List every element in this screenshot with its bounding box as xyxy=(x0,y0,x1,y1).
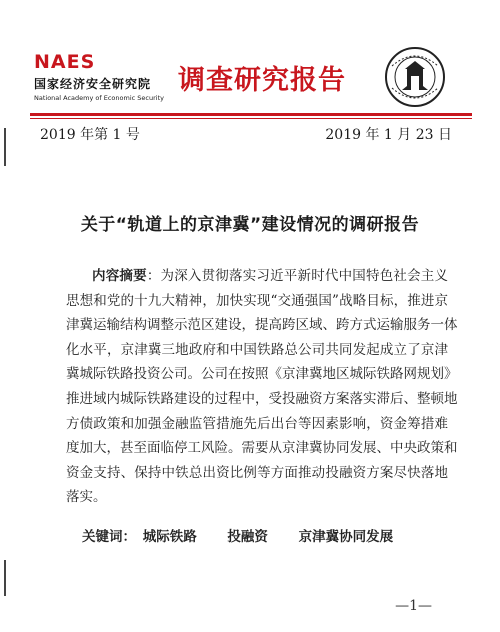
margin-mark xyxy=(4,560,6,596)
abstract-text: ：为深入贯彻落实习近平新时代中国特色社会主义 xyxy=(146,268,449,284)
abstract-line: 津冀运输结构调整示范区建设，提高跨区域、跨方式运输服务一体 xyxy=(66,317,458,334)
abstract-line: 资金支持、保持中铁总出资比例等方面推动投融资方案尽快落地 xyxy=(66,464,448,481)
keywords xyxy=(82,525,419,545)
logo-name-en: National Academy of Economic Security xyxy=(34,94,164,102)
issue-number: 2019 年第 1 号 xyxy=(40,127,140,143)
logo-abbr: NAES xyxy=(34,51,96,73)
keyword: 京津冀协同发展 xyxy=(298,529,394,545)
margin-mark xyxy=(4,128,6,166)
logo-name-cn: 国家经济安全研究院 xyxy=(34,77,152,91)
abstract-line: 推进域内城际铁路建设的过程中，受投融资方案落实滞后、整顿地 xyxy=(66,390,458,407)
abstract-label: 内容摘要 xyxy=(92,268,147,284)
abstract-line: 度加大，甚至面临停工风险。需要从京津冀协同发展、中央政策和 xyxy=(66,440,458,457)
abstract-line: 思想和党的十九大精神，加快实现“交通强国”战略目标，推进京 xyxy=(66,292,448,309)
abstract xyxy=(66,264,458,510)
issue-date: 2019 年 1 月 23 日 xyxy=(325,127,452,143)
document-title: 关于“轨道上的京津冀”建设情况的调研报告 xyxy=(80,215,420,235)
keyword: 投融资 xyxy=(227,529,268,545)
abstract-line xyxy=(66,264,448,289)
university-seal-icon xyxy=(384,46,446,108)
naes-logo xyxy=(34,52,164,102)
report-type-title: 调查研究报告 xyxy=(178,65,346,96)
keywords-label: 关键词： xyxy=(82,529,136,545)
abstract-line: 化水平，京津冀三地政府和中国铁路总公司共同发起成立了京津 xyxy=(66,341,448,358)
abstract-line: 落实。 xyxy=(66,489,107,506)
abstract-line: 冀城际铁路投资公司。公司在按照《京津冀地区城际铁路网规划》 xyxy=(66,366,458,383)
abstract-line: 方债政策和加强金融监管措施先后出台等因素影响，资金筹措难 xyxy=(66,415,448,432)
keyword: 城际铁路 xyxy=(142,529,197,545)
header-rule-thin xyxy=(30,118,472,119)
page-number: —1— xyxy=(395,598,432,614)
header-rule-thick xyxy=(30,113,472,116)
